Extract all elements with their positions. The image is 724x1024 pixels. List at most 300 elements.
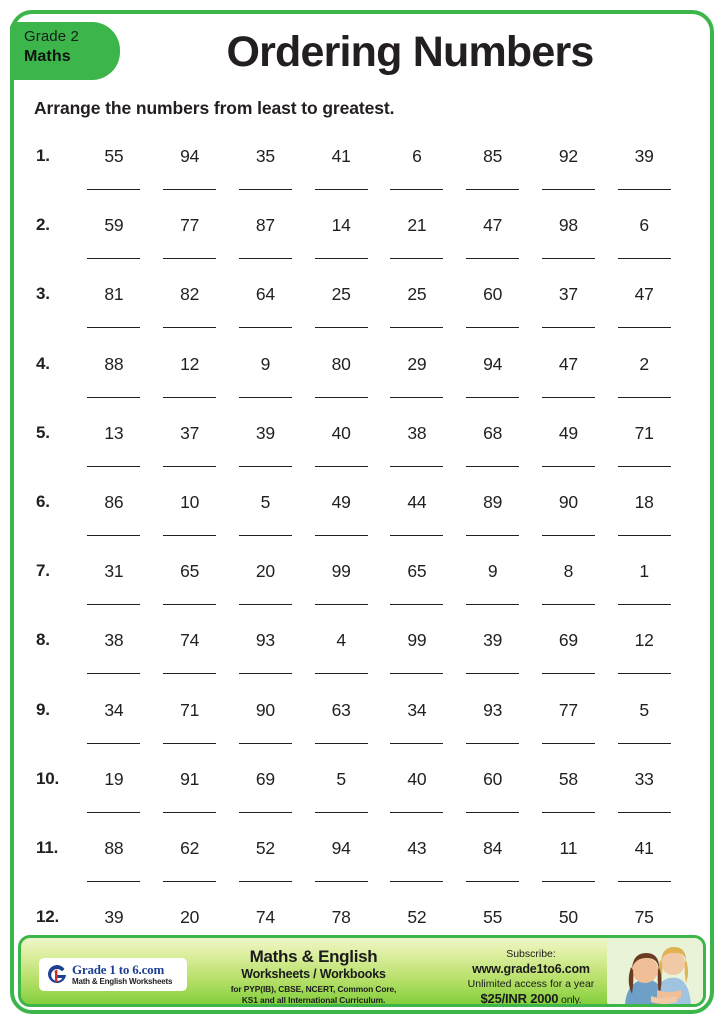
number-value: 4 [336, 630, 346, 651]
number-cell [152, 620, 228, 674]
problem-number: 9. [36, 699, 50, 719]
number-value: 41 [331, 146, 351, 166]
answer-blank[interactable] [618, 604, 671, 605]
answer-blank[interactable] [542, 881, 595, 882]
answer-blank[interactable] [239, 812, 292, 813]
answer-blank[interactable] [390, 258, 443, 259]
number-cell [228, 136, 304, 190]
answer-blank[interactable] [315, 812, 368, 813]
number-value: 94 [331, 837, 351, 858]
answer-blank[interactable] [315, 604, 368, 605]
number-cell [455, 620, 531, 674]
answer-blank[interactable] [315, 466, 368, 467]
answer-blank[interactable] [542, 397, 595, 398]
number-cell [303, 690, 379, 744]
answer-blank[interactable] [466, 743, 519, 744]
number-value: 52 [407, 907, 427, 928]
number-value: 87 [255, 215, 275, 236]
answer-blank[interactable] [542, 743, 595, 744]
number-value: 20 [255, 561, 275, 582]
answer-blank[interactable] [163, 535, 216, 536]
number-cell [76, 205, 152, 259]
number-value: 78 [331, 907, 351, 928]
number-value: 80 [331, 353, 351, 374]
number-cell [455, 274, 531, 328]
number-cell [228, 690, 304, 744]
number-value: 60 [483, 284, 503, 305]
answer-blank[interactable] [390, 743, 443, 744]
number-value: 90 [558, 491, 578, 512]
answer-blank[interactable] [163, 258, 216, 259]
number-value: 91 [180, 768, 200, 789]
answer-blank[interactable] [87, 189, 140, 190]
answer-blank[interactable] [390, 604, 443, 605]
number-value: 49 [331, 491, 351, 512]
number-value: 62 [180, 837, 200, 858]
answer-blank[interactable] [466, 466, 519, 467]
answer-blank[interactable] [315, 535, 368, 536]
number-cell [76, 551, 152, 605]
number-cell [228, 413, 304, 467]
number-value: 9 [487, 561, 498, 582]
number-cell [152, 136, 228, 190]
answer-blank[interactable] [390, 673, 443, 674]
answer-blank[interactable] [315, 397, 368, 398]
number-cell [379, 620, 455, 674]
number-value: 11 [559, 837, 578, 858]
number-cell [76, 136, 152, 190]
number-value: 33 [634, 768, 654, 789]
number-value: 12 [634, 630, 654, 651]
number-cell [76, 759, 152, 813]
number-value: 25 [331, 284, 351, 305]
number-cell [455, 828, 531, 882]
problem-number: 10. [36, 768, 60, 788]
answer-blank[interactable] [239, 673, 292, 674]
answer-blank[interactable] [390, 535, 443, 536]
number-cell [455, 136, 531, 190]
answer-blank[interactable] [239, 397, 292, 398]
problem-cells [76, 136, 682, 190]
number-value: 82 [180, 284, 200, 305]
number-cell [379, 205, 455, 259]
answer-blank[interactable] [618, 397, 671, 398]
number-value: 88 [104, 353, 124, 374]
number-value: 64 [255, 284, 275, 305]
answer-blank[interactable] [542, 258, 595, 259]
grade-label: Grade 2 [24, 28, 79, 45]
number-value: 52 [255, 837, 275, 858]
answer-blank[interactable] [542, 604, 595, 605]
answer-blank[interactable] [542, 327, 595, 328]
answer-blank[interactable] [466, 327, 519, 328]
number-value: 5 [260, 491, 271, 512]
problem-cells [76, 759, 682, 813]
number-value: 69 [558, 630, 578, 651]
number-cell [455, 344, 531, 398]
number-value: 38 [407, 422, 427, 443]
number-cell [531, 690, 607, 744]
answer-blank[interactable] [87, 466, 140, 467]
number-cell [455, 482, 531, 536]
number-cell [606, 690, 682, 744]
answer-blank[interactable] [163, 743, 216, 744]
number-value: 60 [483, 768, 503, 789]
answer-blank[interactable] [618, 189, 671, 190]
subscribe-label: Subscribe: [506, 948, 556, 960]
number-value: 8 [563, 561, 574, 582]
answer-blank[interactable] [239, 327, 292, 328]
problem-number: 2. [36, 215, 50, 235]
answer-blank[interactable] [163, 397, 216, 398]
problems-list [30, 136, 682, 966]
answer-blank[interactable] [618, 327, 671, 328]
answer-blank[interactable] [87, 604, 140, 605]
number-cell [606, 274, 682, 328]
number-value: 9 [260, 353, 271, 374]
answer-blank[interactable] [466, 189, 519, 190]
answer-blank[interactable] [239, 189, 292, 190]
number-cell [152, 205, 228, 259]
number-cell [76, 482, 152, 536]
number-cell [303, 620, 379, 674]
subscribe-price-suffix: only. [558, 994, 582, 1006]
answer-blank[interactable] [466, 397, 519, 398]
number-value: 40 [331, 422, 351, 443]
grade-subject-badge [10, 22, 120, 80]
answer-blank[interactable] [542, 535, 595, 536]
number-value: 34 [104, 699, 124, 720]
problem-number: 3. [36, 284, 50, 304]
answer-blank[interactable] [618, 535, 671, 536]
answer-blank[interactable] [466, 673, 519, 674]
number-cell [379, 759, 455, 813]
number-value: 68 [483, 422, 503, 443]
problem-cells [76, 690, 682, 744]
answer-blank[interactable] [163, 604, 216, 605]
answer-blank[interactable] [87, 327, 140, 328]
number-cell [531, 828, 607, 882]
number-cell [303, 759, 379, 813]
number-cell [228, 482, 304, 536]
number-cell [606, 344, 682, 398]
number-cell [455, 690, 531, 744]
answer-blank[interactable] [87, 397, 140, 398]
answer-blank[interactable] [87, 881, 140, 882]
number-value: 86 [104, 491, 124, 512]
number-value: 39 [634, 146, 654, 166]
number-cell [228, 551, 304, 605]
number-value: 65 [407, 561, 427, 582]
answer-blank[interactable] [163, 189, 216, 190]
number-value: 20 [180, 907, 200, 928]
number-value: 98 [558, 215, 578, 236]
number-value: 85 [483, 146, 503, 166]
number-cell [228, 274, 304, 328]
number-cell [76, 620, 152, 674]
number-cell [379, 136, 455, 190]
problem-number: 4. [36, 353, 50, 373]
footer-banner [18, 935, 706, 1007]
number-value: 18 [634, 491, 654, 512]
answer-blank[interactable] [542, 673, 595, 674]
problem-number: 8. [36, 630, 50, 650]
number-value: 21 [407, 215, 427, 236]
number-value: 47 [634, 284, 654, 305]
problem-row [30, 413, 682, 482]
answer-blank[interactable] [618, 466, 671, 467]
problem-number: 1. [36, 146, 50, 165]
number-value: 77 [558, 699, 578, 720]
answer-blank[interactable] [239, 258, 292, 259]
footer-curriculum-line-2: KS1 and all International Curriculum. [241, 995, 386, 1005]
answer-blank[interactable] [542, 189, 595, 190]
number-cell [152, 828, 228, 882]
site-logo[interactable] [39, 958, 187, 991]
number-cell [76, 690, 152, 744]
answer-blank[interactable] [390, 881, 443, 882]
number-cell [379, 344, 455, 398]
answer-blank[interactable] [466, 258, 519, 259]
number-cell [76, 828, 152, 882]
number-cell [152, 344, 228, 398]
footer-subheadline: Worksheets / Workbooks [241, 967, 386, 981]
answer-blank[interactable] [390, 327, 443, 328]
mother-and-daughter-photo [607, 938, 703, 1004]
answer-blank[interactable] [390, 466, 443, 467]
number-cell [531, 759, 607, 813]
answer-blank[interactable] [390, 397, 443, 398]
answer-blank[interactable] [315, 881, 368, 882]
number-value: 37 [558, 284, 578, 305]
answer-blank[interactable] [163, 881, 216, 882]
number-value: 49 [558, 422, 578, 443]
number-value: 44 [407, 491, 427, 512]
answer-blank[interactable] [163, 327, 216, 328]
number-value: 55 [104, 146, 124, 166]
number-cell [152, 413, 228, 467]
number-cell [606, 551, 682, 605]
number-value: 5 [639, 699, 649, 720]
number-cell [228, 620, 304, 674]
number-value: 71 [180, 699, 200, 720]
problem-row [30, 551, 682, 620]
footer-subscribe-block [436, 947, 626, 1007]
number-value: 29 [407, 353, 427, 374]
number-value: 47 [558, 353, 578, 374]
number-value: 84 [483, 837, 503, 858]
number-value: 75 [634, 907, 654, 928]
answer-blank[interactable] [239, 466, 292, 467]
answer-blank[interactable] [390, 189, 443, 190]
number-value: 6 [639, 215, 649, 236]
answer-blank[interactable] [239, 743, 292, 744]
number-cell [379, 413, 455, 467]
number-value: 43 [407, 837, 427, 858]
number-cell [379, 274, 455, 328]
number-cell [531, 620, 607, 674]
answer-blank[interactable] [618, 258, 671, 259]
answer-blank[interactable] [466, 535, 519, 536]
answer-blank[interactable] [87, 743, 140, 744]
problem-row [30, 620, 682, 689]
number-value: 37 [180, 422, 200, 443]
number-value: 93 [255, 630, 275, 651]
number-cell [303, 344, 379, 398]
problem-row [30, 828, 682, 897]
answer-blank[interactable] [618, 673, 671, 674]
problem-row [30, 482, 682, 551]
number-cell [228, 828, 304, 882]
subscribe-url[interactable]: www.grade1to6.com [472, 962, 590, 976]
number-cell [76, 413, 152, 467]
number-value: 81 [104, 284, 124, 305]
number-cell [531, 205, 607, 259]
number-cell [76, 274, 152, 328]
number-value: 74 [180, 630, 200, 651]
problem-cells [76, 828, 682, 882]
number-value: 5 [336, 768, 346, 789]
answer-blank[interactable] [466, 604, 519, 605]
number-cell [379, 690, 455, 744]
problem-row [30, 205, 682, 274]
number-cell [531, 482, 607, 536]
number-value: 71 [634, 422, 654, 443]
problem-cells [76, 620, 682, 674]
subscribe-price-line [436, 991, 626, 1007]
problem-cells [76, 551, 682, 605]
number-value: 19 [104, 768, 124, 789]
answer-blank[interactable] [163, 812, 216, 813]
number-cell [531, 136, 607, 190]
number-cell [152, 759, 228, 813]
number-value: 2 [639, 353, 649, 374]
problem-cells [76, 274, 682, 328]
logo-title: Grade 1 to 6.com [72, 961, 165, 977]
answer-blank[interactable] [163, 673, 216, 674]
number-cell [303, 413, 379, 467]
number-cell [303, 136, 379, 190]
number-cell [606, 205, 682, 259]
problem-number: 6. [36, 491, 50, 511]
answer-blank[interactable] [466, 881, 519, 882]
answer-blank[interactable] [542, 812, 595, 813]
answer-blank[interactable] [618, 743, 671, 744]
answer-blank[interactable] [542, 466, 595, 467]
number-value: 63 [331, 699, 351, 720]
number-cell [152, 690, 228, 744]
number-cell [606, 482, 682, 536]
number-value: 12 [180, 353, 200, 374]
number-value: 65 [180, 561, 200, 582]
problem-number: 12. [36, 907, 60, 927]
number-cell [152, 551, 228, 605]
answer-blank[interactable] [87, 258, 140, 259]
number-cell [76, 344, 152, 398]
number-cell [455, 759, 531, 813]
page-title: Ordering Numbers [226, 28, 594, 76]
number-cell [531, 274, 607, 328]
number-value: 38 [104, 630, 124, 651]
answer-blank[interactable] [87, 673, 140, 674]
number-cell [303, 205, 379, 259]
number-value: 74 [255, 907, 275, 928]
answer-blank[interactable] [315, 673, 368, 674]
number-value: 39 [255, 422, 275, 443]
number-cell [303, 482, 379, 536]
number-cell [531, 413, 607, 467]
answer-blank[interactable] [315, 189, 368, 190]
number-value: 89 [483, 491, 503, 512]
number-cell [303, 274, 379, 328]
number-cell [228, 205, 304, 259]
number-cell [531, 344, 607, 398]
number-value: 39 [104, 907, 124, 928]
number-cell [379, 828, 455, 882]
number-cell [606, 413, 682, 467]
number-value: 35 [255, 146, 275, 166]
number-value: 14 [331, 215, 351, 236]
answer-blank[interactable] [466, 812, 519, 813]
number-value: 39 [483, 630, 503, 651]
number-cell [455, 413, 531, 467]
number-value: 41 [634, 837, 654, 858]
footer-center-block [206, 947, 421, 1006]
answer-blank[interactable] [163, 466, 216, 467]
subscribe-price: $25/INR 2000 [480, 991, 559, 1006]
subject-label: Maths [24, 48, 71, 65]
answer-blank[interactable] [87, 535, 140, 536]
answer-blank[interactable] [618, 881, 671, 882]
number-cell [606, 136, 682, 190]
number-cell [303, 551, 379, 605]
problem-number: 7. [36, 561, 50, 581]
problem-row [30, 274, 682, 343]
number-value: 92 [558, 146, 578, 166]
answer-blank[interactable] [239, 535, 292, 536]
number-value: 31 [104, 561, 124, 582]
number-value: 59 [104, 215, 124, 236]
number-value: 94 [483, 353, 503, 374]
number-cell [379, 551, 455, 605]
number-value: 99 [331, 561, 351, 582]
number-cell [228, 344, 304, 398]
number-value: 25 [407, 284, 427, 305]
answer-blank[interactable] [315, 743, 368, 744]
number-value: 93 [483, 699, 503, 720]
number-value: 47 [483, 215, 503, 236]
number-cell [303, 828, 379, 882]
number-value: 69 [255, 768, 275, 789]
subscribe-access-text: Unlimited access for a year [467, 978, 595, 990]
answer-blank[interactable] [315, 258, 368, 259]
logo-text [72, 963, 172, 987]
logo-subtitle: Math & English Worksheets [72, 976, 173, 986]
answer-blank[interactable] [239, 881, 292, 882]
number-value: 1 [639, 561, 649, 582]
answer-blank[interactable] [87, 812, 140, 813]
answer-blank[interactable] [618, 812, 671, 813]
answer-blank[interactable] [390, 812, 443, 813]
number-value: 55 [483, 907, 503, 928]
number-value: 58 [558, 768, 578, 789]
answer-blank[interactable] [239, 604, 292, 605]
problem-cells [76, 205, 682, 259]
number-cell [606, 759, 682, 813]
instruction-text: Arrange the numbers from least to greatest. [34, 98, 395, 118]
answer-blank[interactable] [315, 327, 368, 328]
problem-cells [76, 482, 682, 536]
